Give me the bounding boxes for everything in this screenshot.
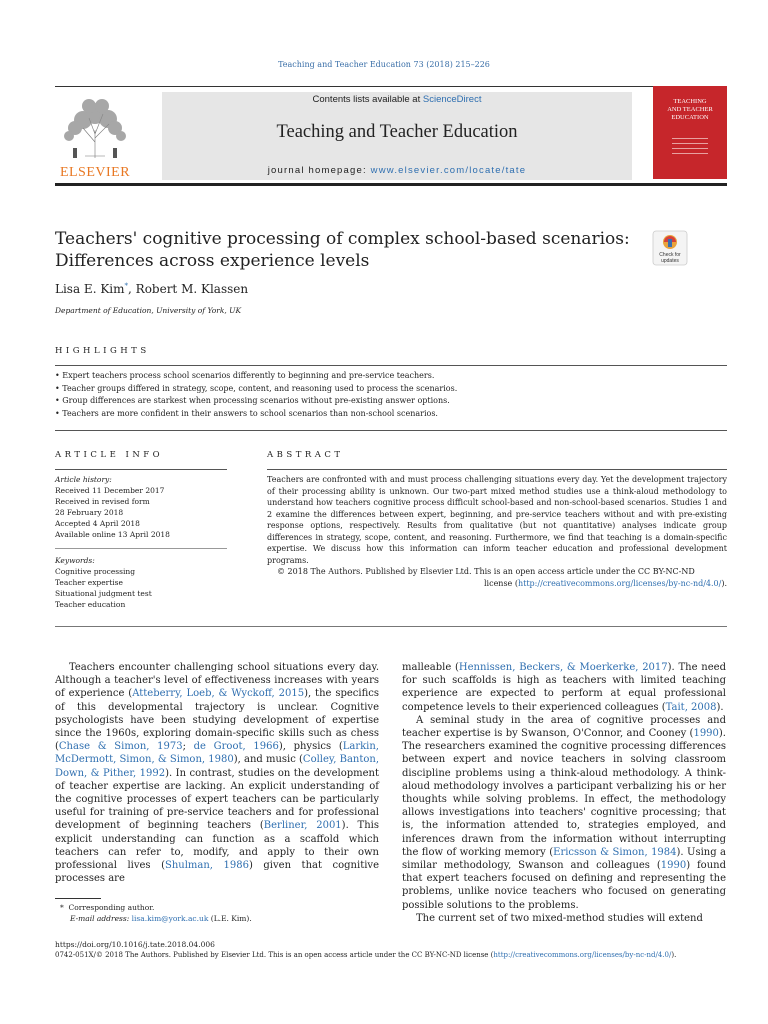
author-list [55,282,248,296]
article-history [55,474,227,540]
keyword-item: Teacher expertise [55,578,123,587]
footnote-rule [55,898,101,899]
article-title-line1: Teachers' cognitive processing of complex school-based scenarios: [55,229,630,249]
article-title [55,228,645,272]
reference-link[interactable]: Ericsson & Simon, 1984 [553,846,677,858]
email-link[interactable]: lisa.kim@york.ac.uk [131,914,209,923]
footer-license-link[interactable]: http://creativecommons.org/licenses/by-nc-nd/4.0/ [493,951,672,959]
body-paragraph: A seminal study in the area of cognitive processes and teacher expertise is by Swanson, O'Connor, and Cooney (1990). The researchers examined the cognitive processing differences between expert and novice teachers in solving classroom discipline problems using a think-aloud methodology. A think-aloud methodology involves a participant verbalizing his or her thoughts while solving problems. In effect, the methodology allows investigations into teachers' cognitive processing; that is, the information attended to, strategies employed, and inferences drawn from the information without interrupting the flow of working memory (Ericsson & Simon, 1984). Using a similar methodology, Swanson and colleagues (1990) found that expert teachers focused on defining and representing the problems, unlike novice teachers who focused on generating possible solutions to the problems. [402,714,727,911]
journal-citation[interactable]: Teaching and Teacher Education 73 (2018) 215–226 [278,60,490,69]
journal-cover-text: TEACHING AND TEACHER EDUCATION [667,98,713,121]
reference-link[interactable]: Larkin, McDermott, Simon, & Simon, 1980 [55,741,379,766]
header-top-rule [55,86,727,87]
abstract-body [267,474,727,589]
keyword-item: Cognitive processing [55,567,136,576]
highlight-item: • Teacher groups differed in strategy, scope, content, and reasoning used to process the scenarios. [55,383,458,393]
highlights-heading: HIGHLIGHTS [55,346,150,356]
author-separator: , [128,282,136,296]
keyword-item: Teacher education [55,600,126,609]
highlights-list [55,370,727,420]
homepage-link[interactable]: www.elsevier.com/locate/tate [370,165,527,176]
reference-link[interactable]: 1990 [660,860,687,872]
highlights-rule [55,365,727,366]
header-bottom-rule [55,183,727,186]
badge-line1: Check for [659,252,681,258]
homepage-prefix: journal homepage: [267,165,371,176]
footnote-corresponding: * Corresponding author. [60,903,155,912]
abstract-bottom-rule [55,626,727,627]
journal-title: Teaching and Teacher Education [276,122,518,142]
body-left-column: Teachers encounter challenging school situations every day. Although a teacher's level of effectiveness increases with years of experience (Atteberry, Loeb, & Wyckoff, 2015), the specifics of this developmental trajectory is unclear. Cognitive psychologists have been studying development of expertise since the 1960s, exploring domain-specific skills such as chess (Chase & Simon, 1973; de Groot, 1966), physics (Larkin, McDermott, Simon, & Simon, 1980), and music (Colley, Banton, Down, & Pither, 1992). In contrast, studies on the development of teacher expertise are lacking. An explicit understanding of the cognitive processes of expert teachers can be particularly useful for training of pre-service teachers and for professional development of beginning teachers (Berliner, 2001). This explicit understanding can function as a scaffold which teachers can refer to, modify, and apply to their own professional lives (Shulman, 1986) given that cognitive processes are [55,662,380,885]
highlight-item: • Teachers are more confident in their answers to school scenarios than non-school scenarios. [55,408,438,418]
history-item: Received 11 December 2017 [55,486,165,495]
section-divider [55,430,727,431]
check-for-updates-label [646,253,694,264]
article-title-line2: Differences across experience levels [55,251,370,271]
history-item: 28 February 2018 [55,508,124,517]
reference-link[interactable]: Chase & Simon, 1973 [58,741,183,753]
highlight-item: • Expert teachers process school scenarios differently to beginning and pre-service teachers. [55,371,435,380]
journal-cover-lines [672,134,708,158]
history-item: Available online 13 April 2018 [55,530,170,539]
footnote-email: E-mail address: lisa.kim@york.ac.uk (L.E. Kim). [70,914,252,923]
history-item: Accepted 4 April 2018 [55,519,140,528]
reference-link[interactable]: Hennissen, Beckers, & Moerkerke, 2017 [458,662,668,673]
doi-link[interactable]: https://doi.org/10.1016/j.tate.2018.04.006 [55,940,215,949]
body-right-column [402,661,726,925]
reference-link[interactable]: Berliner, 2001 [263,820,342,832]
reference-link[interactable]: Colley, Banton, Down, & Pither, 1992 [55,754,380,779]
footnote [60,902,380,924]
article-info-heading: ARTICLE INFO [55,450,164,460]
reference-link[interactable]: de Groot, 1966 [193,741,279,753]
corresponding-mark[interactable]: * [124,282,129,290]
article-info-rule [55,469,227,470]
reference-link[interactable]: Tait, 2008 [665,701,717,713]
badge-line2: updates [661,257,679,264]
elsevier-wordmark: ELSEVIER [59,165,131,180]
author-2[interactable]: Robert M. Klassen [135,282,249,296]
keywords-label: Keywords: [55,556,95,565]
sciencedirect-link[interactable]: ScienceDirect [422,94,482,105]
abstract-rule [267,469,727,470]
body-paragraph: The current set of two mixed-method studies will extend [416,912,703,924]
contents-prefix: Contents lists available at [312,94,423,105]
abstract-heading: ABSTRACT [267,450,344,460]
keyword-item: Situational judgment test [55,589,152,598]
abstract-text: Teachers are confronted with and must process challenging situations every day. Yet the development trajectory of their processing ability is unknown. Our two-part mixed method studies use a think-aloud methodology to understand how teachers cognitive process difficult school-based and non-school-based scenarios. Studies 1 and 2 examine the differences between expert, beginning, and pre-service teachers without and with pre-existing response options, respectively. Results from qualitative (but not quantitative) analyses indicate group differences in strategy, scope, content, and reasoning. Furthermore, we find that teaching is a domain-specific expertise. We discuss how this information can inform teacher education and professional development programs. [267,475,727,565]
keywords [55,555,227,610]
journal-homepage [162,165,632,176]
author-1[interactable]: Lisa E. Kim [55,282,125,296]
history-label: Article history: [55,475,112,484]
body-paragraph: malleable (Hennissen, Beckers, & Moerkerke, 2017). The need for such scaffolds is high as teachers with limited teaching experience are expected to perform at equal professional competence levels to their experienced colleagues (Tait, 2008). [402,662,726,713]
reference-link[interactable]: Atteberry, Loeb, & Wyckoff, 2015 [132,688,305,700]
footer-license: 0742-051X/© 2018 The Authors. Published by Elsevier Ltd. This is an open access article under the CC BY-NC-ND license (http://creativecommons.org/licenses/by-nc-nd/4.0/). [55,951,677,959]
license-link[interactable]: http://creativecommons.org/licenses/by-nc-nd/4.0/ [517,578,722,588]
contents-line [162,94,632,105]
history-item: Received in revised form [55,497,150,506]
abstract-copyright-line2: license (http://creativecommons.org/licenses/by-nc-nd/4.0/). [483,578,727,588]
highlight-item: • Group differences are starkest when processing scenarios without pre-existing answer options. [55,396,450,405]
reference-link[interactable]: 1990 [693,728,719,740]
abstract-copyright-line1: © 2018 The Authors. Published by Elsevier Ltd. This is an open access article under the CC BY-NC-ND [277,567,695,576]
affiliation: Department of Education, University of York, UK [55,306,242,315]
keywords-rule [55,548,227,549]
reference-link[interactable]: Shulman, 1986 [164,860,249,872]
